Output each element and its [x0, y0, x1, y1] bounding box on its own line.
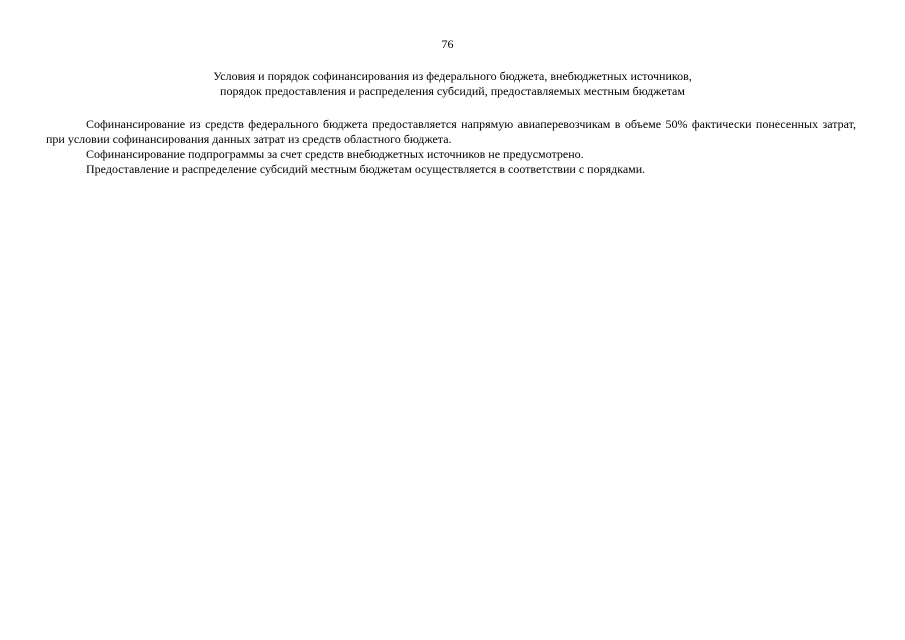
paragraph-extrabudgetary-sources: Софинансирование подпрограммы за счет средств внебюджетных источников не предусмотрено. — [86, 147, 584, 161]
heading-line-1: Условия и порядок софинансирования из федерального бюджета, внебюджетных источников, — [213, 69, 692, 83]
page-number: 76 — [441, 37, 454, 51]
body-text — [46, 117, 856, 177]
heading-line-2: порядок предоставления и распределения субсидий, предоставляемых местным бюджетам — [220, 84, 685, 98]
paragraph-federal-cofinancing: Софинансирование из средств федерального бюджета предоставляется напрямую авиаперевозчикам в объеме 50% фактически понесенных затрат, при условии софинансирования данных затрат из средств областного бюджета. — [46, 117, 856, 146]
paragraph-subsidies-distribution: Предоставление и распределение субсидий местным бюджетам осуществляется в соответствии с порядками. — [86, 162, 646, 176]
section-heading — [0, 69, 905, 99]
